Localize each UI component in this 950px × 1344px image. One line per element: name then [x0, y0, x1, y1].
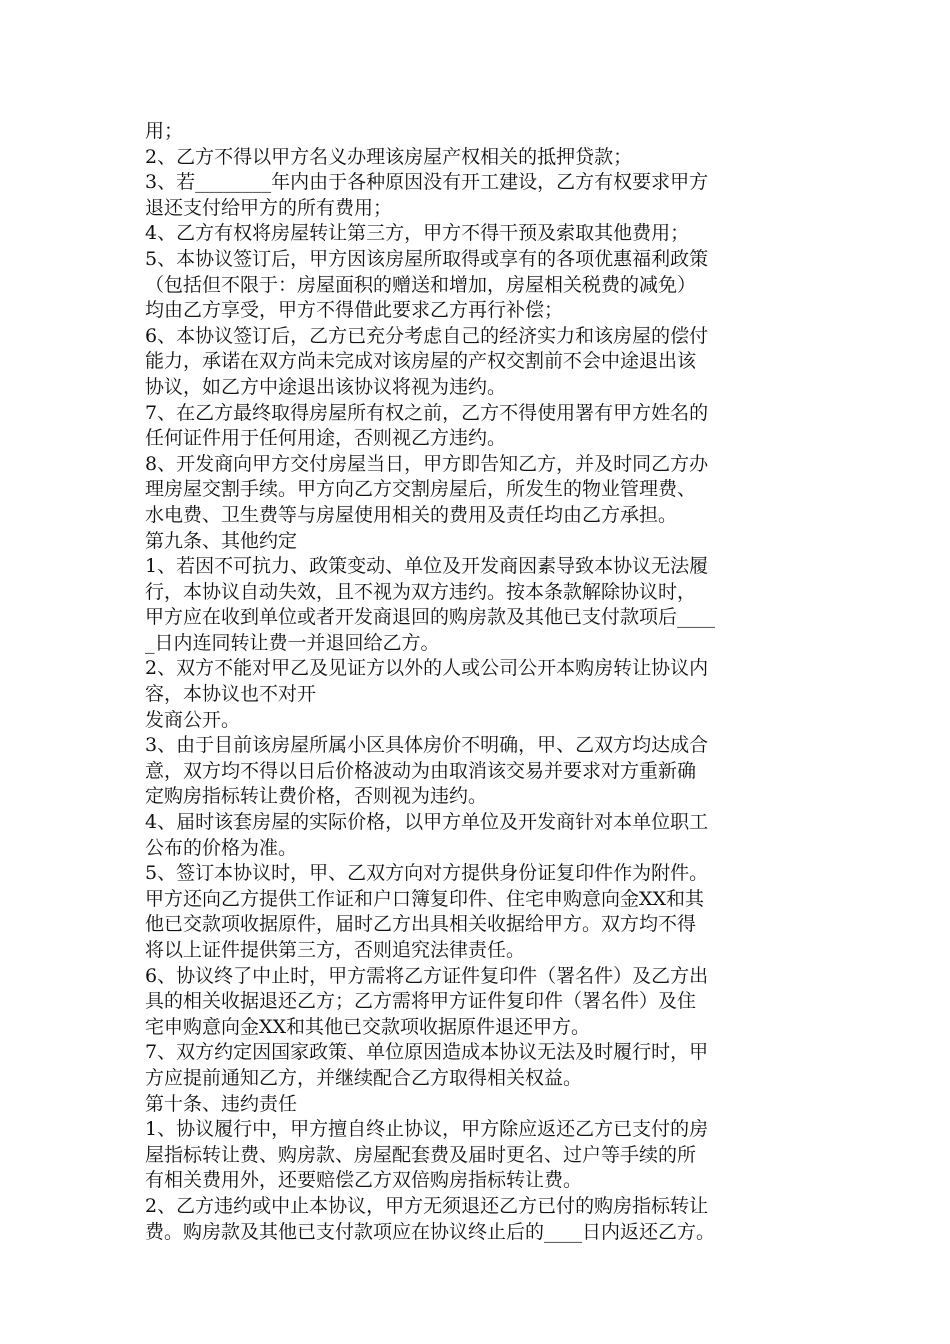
text-line: 2、双方不能对甲乙及见证方以外的人或公司公开本购房转让协议内 — [145, 657, 709, 680]
text-line: （包括但不限于：房屋面积的赠送和增加，房屋相关税费的减免） — [145, 273, 697, 296]
text-line: 任何证件用于任何用途，否则视乙方违约。 — [145, 427, 507, 450]
document-page — [145, 119, 815, 1245]
text-line: 协议，如乙方中途退出该协议将视为违约。 — [145, 375, 507, 398]
text-line: 屋指标转让费、购房款、房屋配套费及届时更名、过户等手续的所 — [145, 1143, 697, 1166]
section-heading: 第九条、其他约定 — [145, 529, 298, 552]
text-line: 意，双方均不得以日后价格波动为由取消该交易并要求对方重新确 — [145, 759, 697, 782]
text-line: 理房屋交割手续。甲方向乙方交割房屋后，所发生的物业管理费、 — [145, 478, 697, 501]
text-line: 将以上证件提供第三方，否则追究法律责任。 — [145, 939, 526, 961]
text-line: 6、协议终了中止时，甲方需将乙方证件复印件（署名件）及乙方出 — [145, 964, 709, 987]
text-line: 能力，承诺在双方尚未完成对该房屋的产权交割前不会中途退出该 — [145, 350, 697, 373]
text-line: 甲方应在收到单位或者开发商退回的购房款及其他已支付款项后____ — [145, 606, 716, 629]
text-line: 7、在乙方最终取得房屋所有权之前，乙方不得使用署有甲方姓名的 — [145, 401, 709, 424]
text-line: 退还支付给甲方的所有费用； — [145, 196, 393, 219]
text-line: 2、乙方不得以甲方名义办理该房屋产权相关的抵押贷款； — [145, 145, 633, 168]
text-line: 水电费、卫生费等与房屋使用相关的费用及责任均由乙方承担。 — [145, 503, 678, 526]
text-line: 5、本协议签订后，甲方因该房屋所取得或享有的各项优惠福利政策 — [145, 247, 709, 270]
text-line: 5、签订本协议时，甲、乙双方向对方提供身份证复印件作为附件。 — [145, 862, 709, 885]
text-line: 他已交款项收据原件，届时乙方出具相关收据给甲方。双方均不得 — [145, 913, 697, 936]
text-line: 3、由于目前该房屋所属小区具体房价不明确，甲、乙双方均达成合 — [145, 734, 709, 757]
text-line: 7、双方约定因国家政策、单位原因造成本协议无法及时履行时，甲 — [145, 1041, 709, 1064]
section-heading: 第十条、违约责任 — [145, 1092, 298, 1115]
text-line: 1、协议履行中，甲方擅自终止协议，甲方除应返还乙方已支付的房 — [145, 1118, 709, 1141]
text-line: 3、若________年内由于各种原因没有开工建设，乙方有权要求甲方 — [145, 171, 709, 194]
text-line: 宅申购意向金XX和其他已交款项收据原件退还甲方。 — [145, 1015, 591, 1038]
text-line: 行，本协议自动失效，且不视为双方违约。按本条款解除协议时， — [145, 580, 697, 603]
text-line: 定购房指标转让费价格，否则视为违约。 — [145, 785, 488, 808]
text-line: 8、开发商向甲方交付房屋当日，甲方即告知乙方，并及时同乙方办 — [145, 452, 709, 475]
text-line: 4、乙方有权将房屋转让第三方，甲方不得干预及索取其他费用； — [145, 222, 690, 245]
text-line: 费。购房款及其他已支付款项应在协议终止后的____日内返还乙方。 — [145, 1220, 716, 1243]
text-line: 用； — [145, 120, 184, 142]
text-line: 6、本协议签订后，乙方已充分考虑自己的经济实力和该房屋的偿付 — [145, 324, 709, 347]
text-line: 2、乙方违约或中止本协议，甲方无须退还乙方已付的购房指标转让 — [145, 1194, 709, 1217]
text-line: 发商公开。 — [145, 708, 241, 731]
text-line: 均由乙方享受，甲方不得借此要求乙方再行补偿； — [145, 299, 564, 322]
text-line: 甲方还向乙方提供工作证和户口簿复印件、住宅申购意向金XX和其 — [145, 887, 705, 910]
text-line: _日内连同转让费一并退回给乙方。 — [145, 631, 440, 654]
text-line: 4、届时该套房屋的实际价格，以甲方单位及开发商针对本单位职工 — [145, 811, 709, 834]
text-line: 容，本协议也不对开 — [145, 683, 317, 706]
text-line: 具的相关收据退还乙方；乙方需将甲方证件复印件（署名件）及住 — [145, 990, 697, 1013]
text-line: 1、若因不可抗力、政策变动、单位及开发商因素导致本协议无法履 — [145, 555, 709, 578]
text-line: 有相关费用外，还要赔偿乙方双倍购房指标转让费。 — [145, 1169, 583, 1192]
text-line: 方应提前通知乙方，并继续配合乙方取得相关权益。 — [145, 1066, 583, 1089]
text-line: 公布的价格为准。 — [145, 836, 298, 859]
